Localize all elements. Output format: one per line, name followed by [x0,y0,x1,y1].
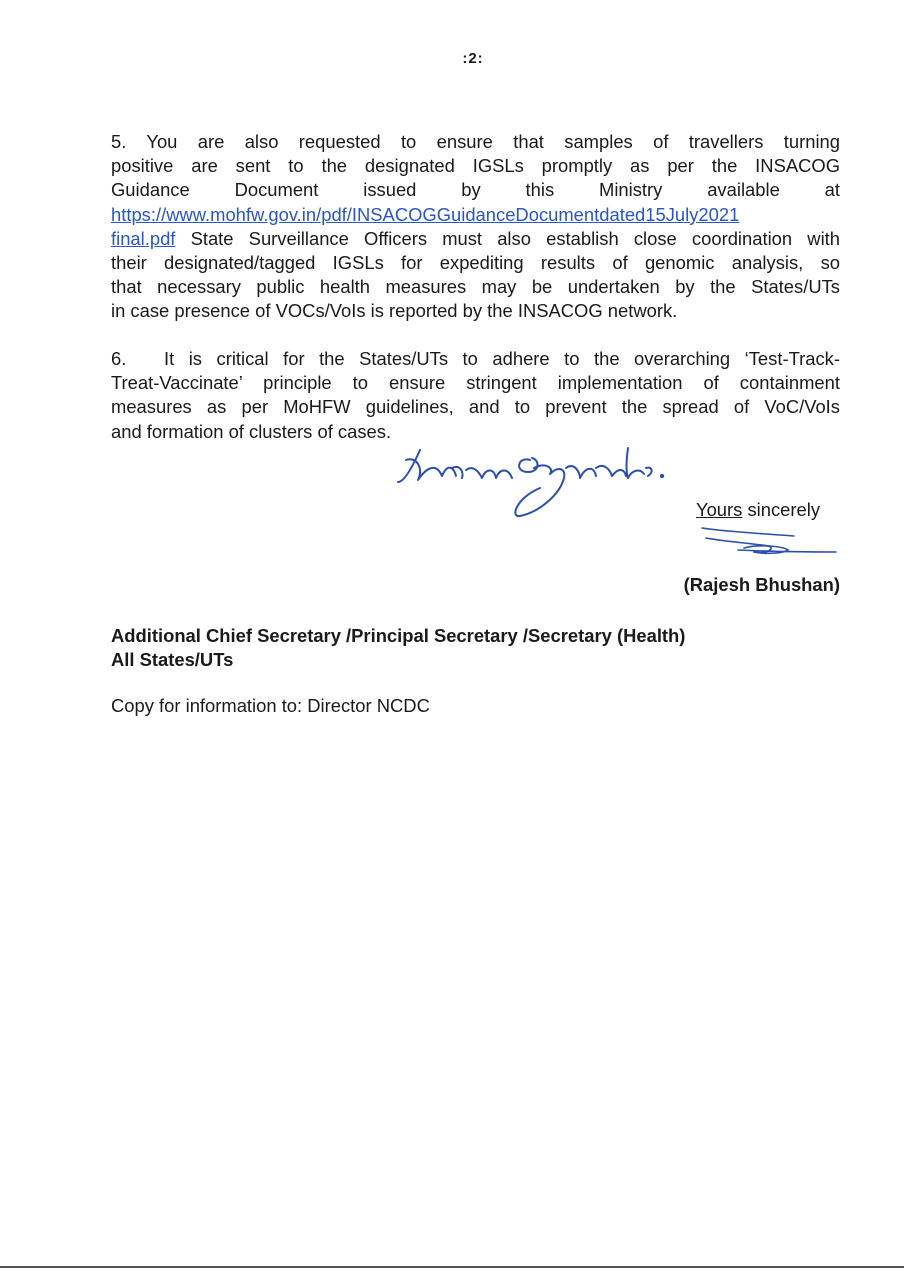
signature-scribble [698,524,840,560]
copy-to-line: Copy for information to: Director NCDC [111,695,430,716]
para5-line2: positive are sent to the designated IGSLs promptly as per the INSACOG [111,155,840,177]
para5-line5 [111,227,840,251]
closing-salutation [696,499,820,521]
insacog-guidance-link-part1[interactable]: https://www.mohfw.gov.in/pdf/INSACOGGuidanceDocumentdated15July2021 [111,203,740,225]
para6-line1 [111,347,840,371]
para6-line2: Treat-Vaccinate’ principle to ensure stringent implementation of containment [111,372,840,394]
para5-line1: 5. You are also requested to ensure that samples of travellers turning [111,131,840,152]
addressee-line1: Additional Chief Secretary /Principal Secretary /Secretary (Health) [111,625,686,646]
para6-line1-text: It is critical for the States/UTs to adhere to the overarching ‘Test-Track- [164,348,840,369]
paragraph-6 [111,347,840,444]
page-bottom-edge [0,1266,904,1268]
addressee-line2: All States/UTs [111,649,234,670]
handwritten-warm-regards [390,438,680,522]
page-number: :2: [462,50,484,67]
addressee-block [111,624,685,672]
para5-line5-text: State Surveillance Officers must also establish close coordination with [175,227,840,249]
para5-line4 [111,203,840,227]
closing-prefix: Yours [696,499,743,520]
para5-line3: Guidance Document issued by this Ministry available at [111,179,840,201]
para6-line3: measures as per MoHFW guidelines, and to prevent the spread of VoC/VoIs [111,396,840,418]
para6-line4: and formation of clusters of cases. [111,420,392,442]
closing-rest: sincerely [742,499,821,520]
para6-number: 6. [111,348,127,369]
para5-line6: their designated/tagged IGSLs for expediting results of genomic analysis, so [111,252,840,274]
para5-line8: in case presence of VOCs/VoIs is reported by the INSACOG network. [111,300,678,322]
para5-line7: that necessary public health measures may be undertaken by the States/UTs [111,276,840,298]
paragraph-5 [111,130,840,324]
insacog-guidance-link-part2[interactable]: final.pdf [111,227,176,249]
signatory-name: (Rajesh Bhushan) [683,574,840,595]
